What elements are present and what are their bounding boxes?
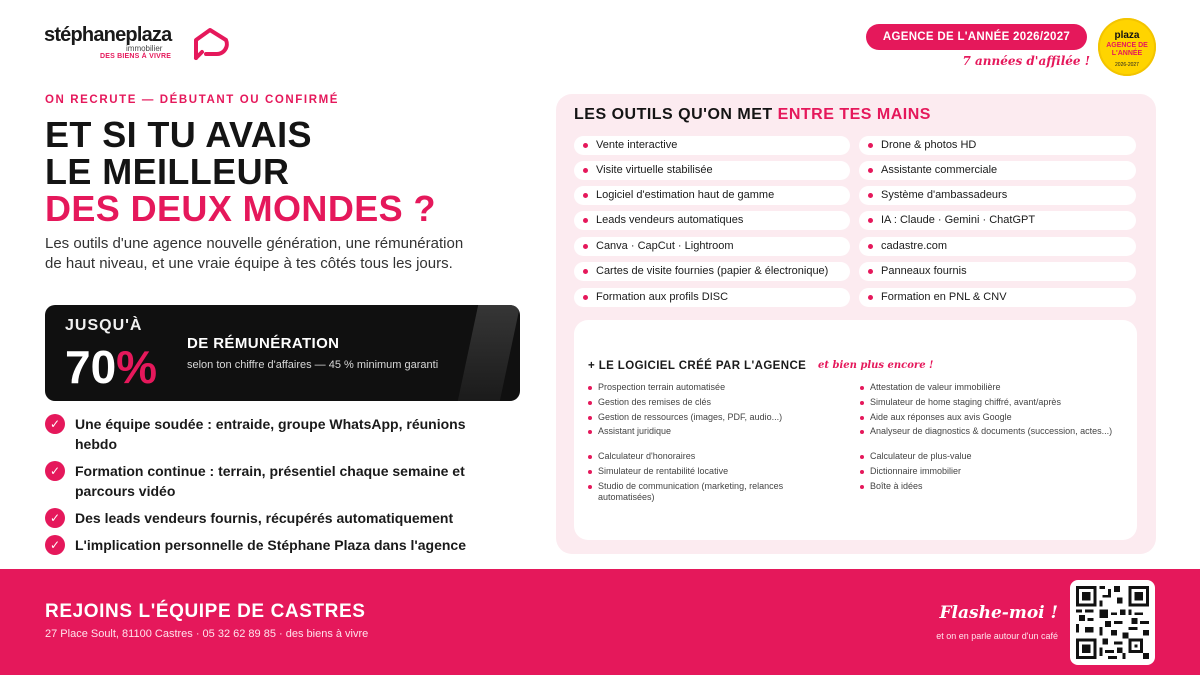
brand-logo[interactable] (44, 22, 194, 68)
software-item (588, 426, 848, 437)
software-note: et bien plus encore ! (818, 360, 934, 371)
tool-item (574, 288, 850, 307)
remuneration-number: 70 (65, 341, 117, 393)
bullet-dot-icon (588, 386, 592, 390)
house-logo-icon (192, 24, 232, 64)
decorative-stripe (458, 305, 520, 401)
tool-item (859, 237, 1136, 256)
software-item (588, 412, 848, 423)
cta-title: REJOINS L'ÉQUIPE DE CASTRES (45, 601, 366, 622)
headline (45, 116, 436, 227)
headline-line1: ET SI TU AVAIS (45, 114, 312, 155)
software-label: Aide aux réponses aux avis Google (870, 412, 1012, 422)
headline-line2: LE MEILLEUR (45, 151, 290, 192)
benefit-text: Des leads vendeurs fournis, récupérés automatiquement (75, 510, 454, 526)
qr-code-icon (1076, 586, 1149, 659)
brand-tagline: DES BIENS À VIVRE (100, 53, 172, 60)
brand-name: stéphaneplaza (44, 24, 172, 46)
bullet-dot-icon (588, 455, 592, 459)
tool-label: Panneaux fournis (881, 265, 967, 277)
benefit-text: L'implication personnelle de Stéphane Plaza dans l'agence (75, 537, 466, 553)
benefits-list (45, 414, 495, 562)
tool-item (859, 136, 1136, 155)
bullet-dot-icon (860, 416, 864, 420)
tool-label: Canva · CapCut · Lightroom (596, 240, 734, 252)
bullet-dot-icon (860, 386, 864, 390)
software-label: Attestation de valeur immobilière (870, 382, 1001, 392)
tool-label: Assistante commerciale (881, 164, 998, 176)
check-icon: ✓ (45, 535, 65, 555)
remuneration-card (45, 305, 520, 401)
tool-item (859, 186, 1136, 205)
bullet-dot-icon (868, 218, 873, 223)
bullet-dot-icon (868, 244, 873, 249)
bullet-dot-icon (583, 269, 588, 274)
brand-sub: immobilier (126, 44, 163, 53)
software-label: Gestion des remises de clés (598, 397, 712, 407)
bullet-dot-icon (588, 401, 592, 405)
award-badge (1098, 18, 1156, 76)
tool-label: Formation en PNL & CNV (881, 291, 1007, 303)
bullet-dot-icon (588, 416, 592, 420)
software-item (860, 451, 1122, 462)
software-title: + LE LOGICIEL CRÉÉ PAR L'AGENCE (588, 360, 807, 372)
tool-label: IA : Claude · Gemini · ChatGPT (881, 214, 1036, 226)
benefit-text: Formation continue : terrain, présentiel chaque semaine et parcours vidéo (75, 463, 465, 499)
tool-item (574, 262, 850, 281)
tools-panel (556, 94, 1156, 554)
software-label: Simulateur de rentabilité locative (598, 466, 729, 476)
remuneration-title: DE RÉMUNÉRATION (187, 335, 340, 352)
footer-banner (0, 569, 1200, 675)
software-label: Assistant juridique (598, 426, 672, 436)
software-label: Studio de communication (marketing, relances automatisées) (598, 481, 784, 502)
flash-title: Flashe-moi ! (939, 603, 1058, 623)
software-item (588, 397, 848, 408)
cta-address: 27 Place Soult, 81100 Castres · 05 32 62 89 85 · des biens à vivre (45, 628, 369, 640)
benefit-item (45, 461, 495, 501)
software-item (860, 397, 1122, 408)
remuneration-upto: JUSQU'À (65, 317, 143, 334)
percent-sign: % (116, 341, 158, 393)
tool-item (859, 262, 1136, 281)
software-item (860, 481, 1122, 492)
tool-item (574, 211, 850, 230)
bullet-dot-icon (588, 430, 592, 434)
benefit-item (45, 508, 495, 528)
check-icon: ✓ (45, 461, 65, 481)
badge-brand: plaza (1114, 30, 1140, 41)
software-label: Gestion de ressources (images, PDF, audio...) (598, 412, 783, 422)
tool-label: Formation aux profils DISC (596, 291, 729, 303)
eyebrow: ON RECRUTE — DÉBUTANT OU CONFIRMÉ (45, 94, 340, 106)
bullet-dot-icon (583, 143, 588, 148)
bullet-dot-icon (583, 295, 588, 300)
tool-label: Vente interactive (596, 139, 678, 151)
tool-label: Logiciel d'estimation haut de gamme (596, 189, 775, 201)
software-label: Simulateur de home staging chiffré, avant/après (870, 397, 1061, 407)
bullet-dot-icon (860, 455, 864, 459)
bullet-dot-icon (868, 193, 873, 198)
bullet-dot-icon (868, 143, 873, 148)
software-item (860, 426, 1122, 437)
tool-label: Drone & photos HD (881, 139, 977, 151)
tool-item (574, 186, 850, 205)
tool-label: Cartes de visite fournies (papier & électronique) (596, 265, 829, 277)
badge-title: AGENCE DE L'ANNÉE (1106, 42, 1148, 57)
software-card (574, 320, 1137, 540)
software-item (860, 466, 1122, 477)
remuneration-percent (65, 339, 157, 395)
bullet-dot-icon (583, 168, 588, 173)
benefit-item (45, 414, 495, 454)
check-icon: ✓ (45, 508, 65, 528)
bullet-dot-icon (860, 430, 864, 434)
software-label: Calculateur de plus-value (870, 451, 972, 461)
tool-label: cadastre.com (881, 240, 948, 252)
bullet-dot-icon (860, 470, 864, 474)
software-label: Boîte à idées (870, 481, 923, 491)
qr-code[interactable] (1070, 580, 1155, 665)
bullet-dot-icon (860, 485, 864, 489)
badge-year: 2026-2027 (1115, 62, 1139, 68)
software-label: Calculateur d'honoraires (598, 451, 696, 461)
tool-item (859, 161, 1136, 180)
tools-title (574, 106, 931, 124)
software-label: Analyseur de diagnostics & documents (succession, actes...) (870, 426, 1113, 436)
tool-item (574, 237, 850, 256)
headline-line3: DES DEUX MONDES ? (45, 188, 436, 229)
tool-label: Système d'ambassadeurs (881, 189, 1008, 201)
intro-text: Les outils d'une agence nouvelle génération, une rémunération de haut niveau, et une vraie équipe à tes côtés tous les jours. (45, 235, 464, 272)
bullet-dot-icon (588, 485, 592, 489)
tools-title-a: LES OUTILS QU'ON MET (574, 106, 773, 123)
tool-item (859, 211, 1136, 230)
tools-title-b: ENTRE TES MAINS (777, 106, 931, 123)
bullet-dot-icon (868, 269, 873, 274)
award-pill: AGENCE DE L'ANNÉE 2026/2027 (866, 24, 1087, 50)
benefit-item (45, 535, 495, 555)
software-item (860, 382, 1122, 393)
check-icon: ✓ (45, 414, 65, 434)
bullet-dot-icon (583, 193, 588, 198)
tool-item (859, 288, 1136, 307)
bullet-dot-icon (583, 244, 588, 249)
software-label: Dictionnaire immobilier (870, 466, 962, 476)
software-item (588, 382, 848, 393)
software-item (860, 412, 1122, 423)
bullet-dot-icon (868, 168, 873, 173)
benefit-text: Une équipe soudée : entraide, groupe WhatsApp, réunions hebdo (75, 416, 466, 452)
tool-item (574, 161, 850, 180)
software-item (588, 451, 848, 462)
tool-label: Leads vendeurs automatiques (596, 214, 744, 226)
bullet-dot-icon (588, 470, 592, 474)
software-label: Prospection terrain automatisée (598, 382, 726, 392)
remuneration-desc: selon ton chiffre d'affaires — 45 % minimum garanti (187, 359, 439, 371)
bullet-dot-icon (583, 218, 588, 223)
bullet-dot-icon (860, 401, 864, 405)
software-item (588, 466, 848, 477)
tool-label: Visite virtuelle stabilisée (596, 164, 713, 176)
tool-item (574, 136, 850, 155)
bullet-dot-icon (868, 295, 873, 300)
flash-subtitle: et on en parle autour d'un café (936, 631, 1058, 641)
award-subtitle: 7 années d'affilée ! (962, 54, 1090, 68)
software-item (588, 481, 828, 503)
